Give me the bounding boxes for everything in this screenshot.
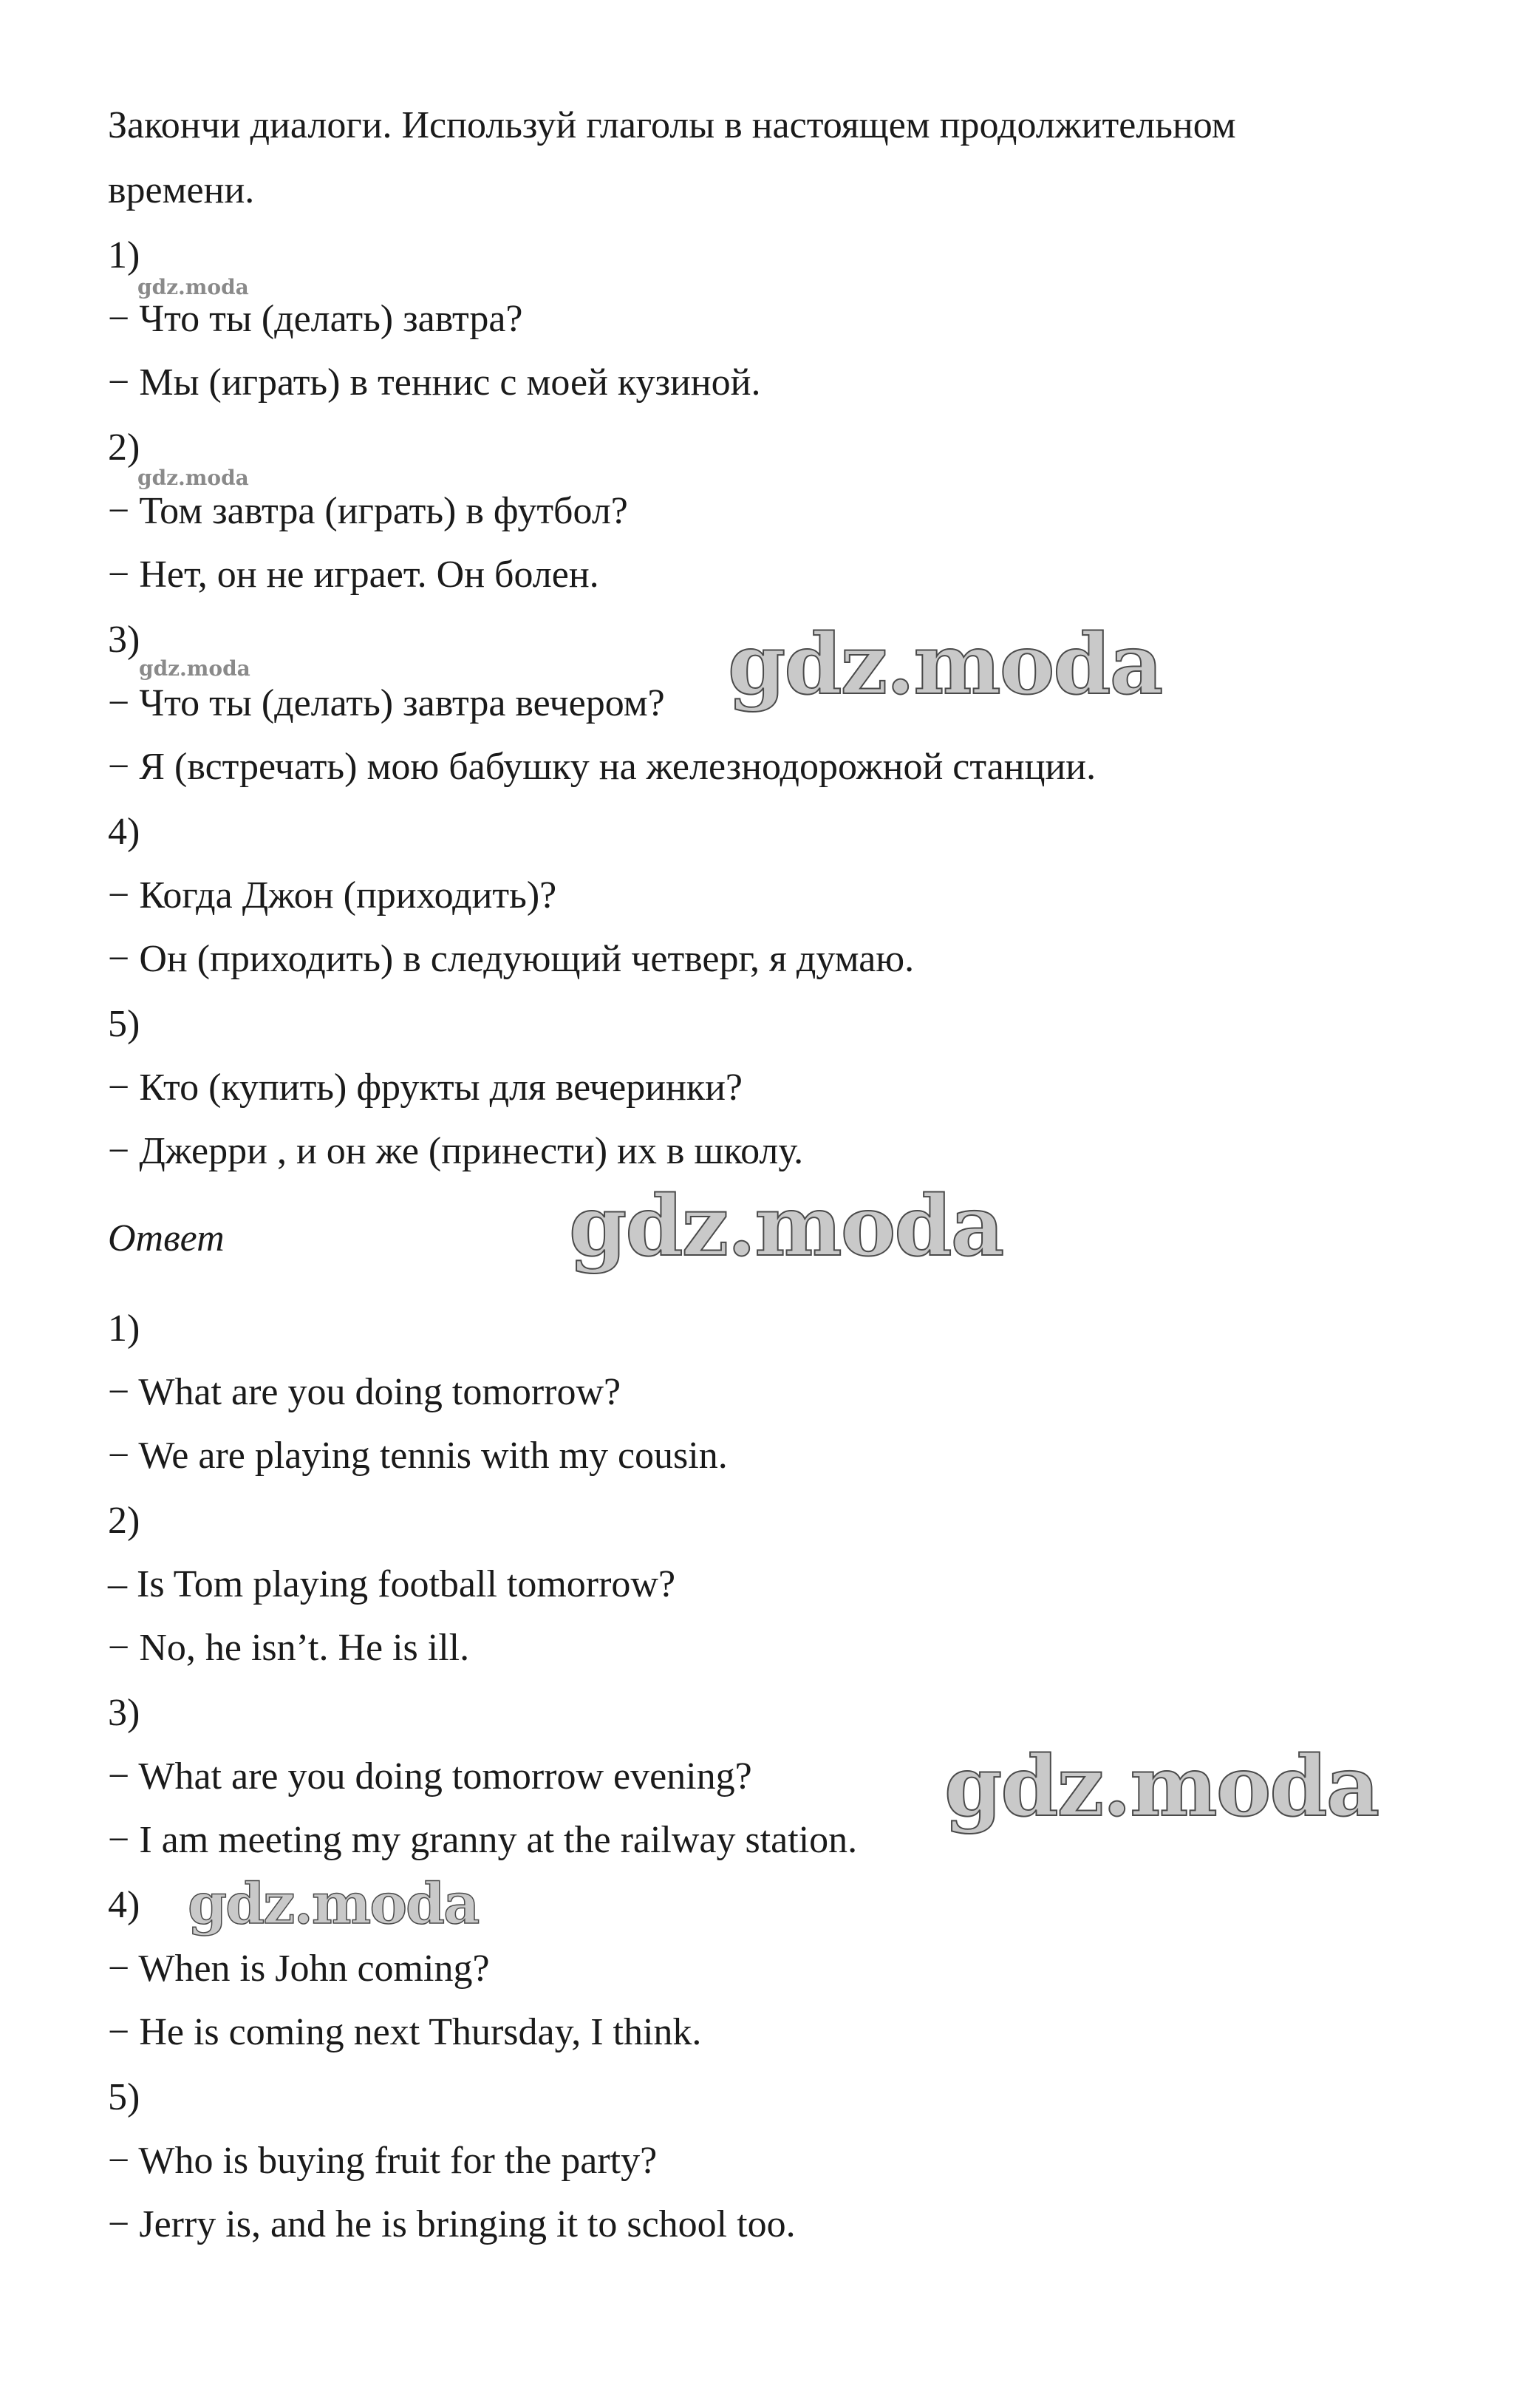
task-dialogue-2-line-2: − Нет, он не играет. Он болен.	[108, 554, 599, 596]
task-dialogue-1-number: 1)	[108, 234, 140, 276]
answer-dialogue-2-line-2: − No, he isn’t. He is ill.	[108, 1627, 470, 1669]
watermark-large-1: gdz.moda	[728, 616, 1162, 713]
watermark-medium-1: gdz.moda	[188, 1871, 479, 1936]
answer-dialogue-5-line-1: − Who is buying fruit for the party?	[108, 2140, 658, 2182]
answer-dialogue-2-number: 2)	[108, 1500, 140, 1542]
task-dialogue-2-line-1: − Том завтра (играть) в футбол?	[108, 490, 628, 532]
task-dialogue-1-line-1: − Что ты (делать) завтра?	[108, 298, 523, 340]
watermark-small-2: gdz.moda	[137, 466, 249, 490]
task-dialogue-4-line-1: − Когда Джон (приходить)?	[108, 874, 557, 916]
watermark-small-1: gdz.moda	[137, 275, 249, 299]
watermark-small-3: gdz.moda	[139, 656, 250, 681]
answer-dialogue-4-line-2: − He is coming next Thursday, I think.	[108, 2011, 702, 2053]
answer-dialogue-4-number: 4)	[108, 1884, 140, 1926]
task-dialogue-5-line-1: − Кто (купить) фрукты для вечеринки?	[108, 1067, 743, 1109]
task-dialogue-5-line-2: − Джерри , и он же (принести) их в школу.	[108, 1130, 804, 1172]
task-dialogue-3-line-1: − Что ты (делать) завтра вечером?	[108, 682, 665, 724]
task-dialogue-3-line-2: − Я (встречать) мою бабушку на железнодорожной станции.	[108, 746, 1096, 788]
answer-heading: Ответ	[108, 1217, 225, 1259]
watermark-large-2: gdz.moda	[569, 1178, 1003, 1275]
instruction-line-1: Закончи диалоги. Используй глаголы в настоящем продолжительном	[108, 104, 1236, 146]
answer-dialogue-3-line-2: − I am meeting my granny at the railway station.	[108, 1819, 858, 1861]
task-dialogue-5-number: 5)	[108, 1003, 140, 1045]
answer-dialogue-2-line-1: – Is Tom playing football tomorrow?	[108, 1563, 676, 1605]
answer-dialogue-5-line-2: − Jerry is, and he is bringing it to school too.	[108, 2203, 796, 2245]
answer-dialogue-1-number: 1)	[108, 1307, 140, 1350]
answer-dialogue-3-number: 3)	[108, 1692, 140, 1734]
task-dialogue-1-line-2: − Мы (играть) в теннис с моей кузиной.	[108, 361, 761, 404]
answer-dialogue-1-line-1: − What are you doing tomorrow?	[108, 1371, 621, 1413]
answer-dialogue-4-line-1: − When is John coming?	[108, 1948, 490, 1990]
task-dialogue-3-number: 3)	[108, 619, 140, 661]
answer-dialogue-1-line-2: − We are playing tennis with my cousin.	[108, 1435, 728, 1477]
task-dialogue-4-line-2: − Он (приходить) в следующий четверг, я думаю.	[108, 938, 915, 980]
task-dialogue-2-number: 2)	[108, 426, 140, 469]
watermark-large-3: gdz.moda	[944, 1738, 1379, 1835]
answer-dialogue-5-number: 5)	[108, 2076, 140, 2118]
task-dialogue-4-number: 4)	[108, 811, 140, 853]
instruction-line-2: времени.	[108, 169, 255, 211]
answer-dialogue-3-line-1: − What are you doing tomorrow evening?	[108, 1755, 752, 1798]
